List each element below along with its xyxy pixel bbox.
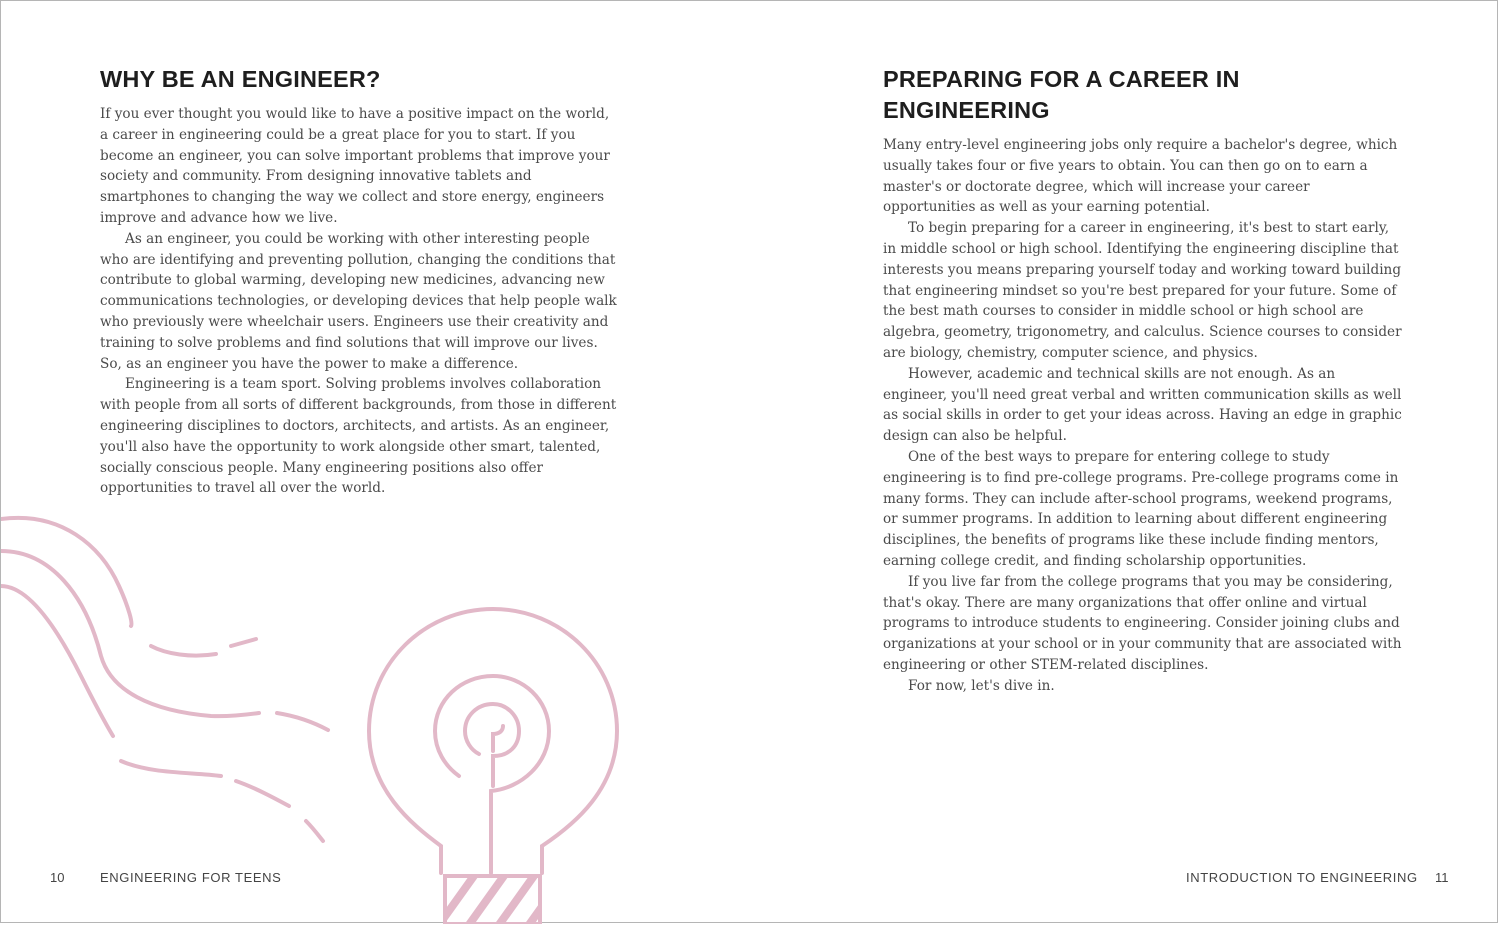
paragraph: As an engineer, you could be working with other interesting people who are identifying and preventing pollution, changing the conditions that contribute to global warming, developing new medicines, advancing new communications technologies, or developing devices that help people walk who previously were wheelchair users. Engineers use their creativity and training to solve problems and find solutions that will improve our lives. So, as an engineer you have the power to make a difference. <box>100 230 617 372</box>
right-page-body <box>883 135 1403 697</box>
paragraph: To begin preparing for a career in engineering, it's best to start early, in middle school or high school. Identifying the engineering discipline that interests you means preparing yourself today and working toward building that engineering mindset so you're best prepared for your future. Some of the best math courses to consider in middle school or high school are algebra, geometry, trigonometry, and calculus. Science courses to consider are biology, chemistry, computer science, and physics. <box>883 220 1402 361</box>
page-number: 10 <box>50 870 65 885</box>
motion-line <box>121 761 221 776</box>
right-page-heading: PREPARING FOR A CAREER IN ENGINEERING <box>883 66 1240 123</box>
left-page <box>1 1 750 922</box>
paragraph: Engineering is a team sport. Solving problems involves collaboration with people from all sorts of different backgrounds, from those in different engineering disciplines to doctors, architects, and artists. As an engineer, you'll also have the opportunity to work alongside other smart, talented, socially conscious people. Many engineering positions also offer opportunities to travel all over the world. <box>100 376 617 497</box>
running-head: ENGINEERING FOR TEENS <box>100 870 282 885</box>
motion-line <box>1 586 113 736</box>
right-page <box>750 1 1499 922</box>
lightbulb-icon <box>369 609 617 924</box>
running-head: INTRODUCTION TO ENGINEERING <box>1186 870 1418 885</box>
paragraph: However, academic and technical skills are not enough. As an engineer, you'll need great verbal and written communication skills as well as social skills in order to get your ideas across. Having an edge in graphic design can also be helpful. <box>883 365 1402 445</box>
lightbulb-illustration <box>1 506 750 924</box>
left-page-heading: WHY BE AN ENGINEER? <box>100 66 381 92</box>
paragraph: Many entry-level engineering jobs only require a bachelor's degree, which usually takes four or five years to obtain. You can then go on to earn a master's or doctorate degree, which will increase your career opportunities as well as your earning potential. <box>883 137 1398 216</box>
page-number: 11 <box>1435 870 1449 885</box>
paragraph: One of the best ways to prepare for entering college to study engineering is to find pre-college programs. Pre-college programs come in many forms. They can include after-school programs, weekend programs, or summer programs. In addition to learning about different engineering disciplines, the benefits of programs like these include finding mentors, earning college credit, and finding scholarship opportunities. <box>883 448 1399 569</box>
paragraph: If you ever thought you would like to have a positive impact on the world, a career in engineering could be a great place for you to start. If you become an engineer, you can solve important problems that improve your society and community. From designing innovative tablets and smartphones to changing the way we collect and store energy, engineers improve and advance how we live. <box>100 106 610 226</box>
paragraph: For now, let's dive in. <box>908 677 1055 694</box>
motion-line <box>231 639 256 646</box>
motion-line <box>306 821 323 841</box>
motion-line <box>151 646 216 656</box>
motion-line <box>1 518 132 626</box>
motion-line <box>277 713 328 730</box>
motion-line <box>236 781 289 806</box>
paragraph: If you live far from the college programs that you may be considering, that's okay. There are many organizations that offer online and virtual programs to introduce students to engineering. Consider joining clubs and organizations at your school or in your community that are associated with engineering or other STEM-related disciplines. <box>883 573 1402 673</box>
motion-line <box>1 551 259 716</box>
left-page-body <box>100 104 620 499</box>
